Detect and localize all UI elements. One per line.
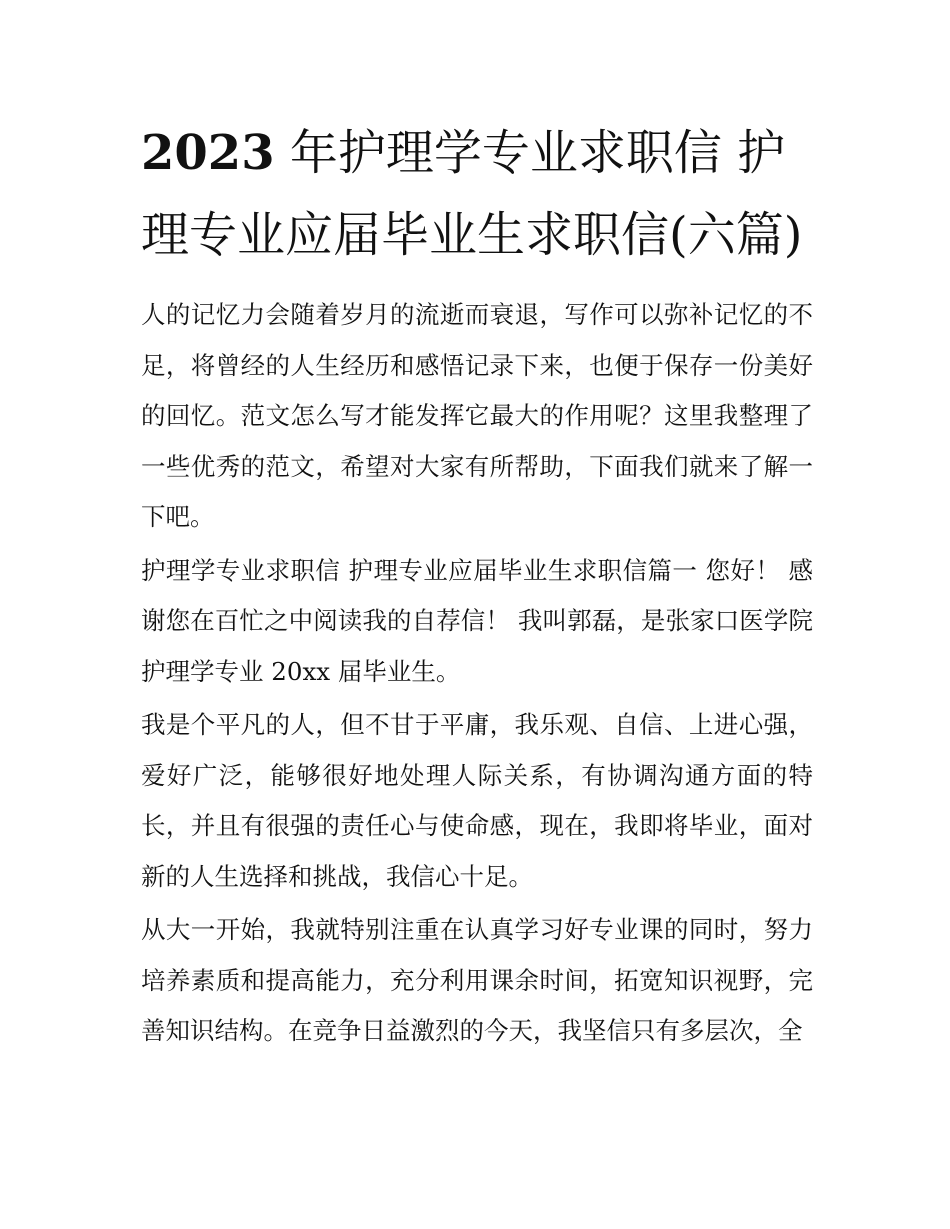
document-body <box>141 290 813 1057</box>
document-content <box>141 112 813 1057</box>
title-text: 年护理学专业求职信 护理专业应届毕业生求职信(六篇) <box>141 125 803 263</box>
title-year: 2023 <box>141 125 275 181</box>
paragraph-study: 从大一开始，我就特别注重在认真学习好专业课的同时，努力培养素质和提高能力，充分利用课余时间，拓宽知识视野，完善知识结构。在竞争日益激烈的今天，我坚信只有多层次，全 <box>141 915 813 1045</box>
paragraph-self-description: 我是个平凡的人，但不甘于平庸，我乐观、自信、上进心强，爱好广泛，能够很好地处理人际关系，有协调沟通方面的特长，并且有很强的责任心与使命感，现在，我即将毕业，面对新的人生选择和挑战，我信心十足。 <box>141 710 813 891</box>
paragraph-greeting: 护理学专业求职信 护理专业应届毕业生求职信篇一 您好！ 感谢您在百忙之中阅读我的自荐信！ 我叫郭磊，是张家口医学院护理学专业 20xx 届毕业生。 <box>141 555 813 686</box>
paragraph-intro: 人的记忆力会随着岁月的流逝而衰退，写作可以弥补记忆的不足，将曾经的人生经历和感悟记录下来，也便于保存一份美好的回忆。范文怎么写才能发挥它最大的作用呢？这里我整理了一些优秀的范文，希望对大家有所帮助，下面我们就来了解一下吧。 <box>141 300 813 531</box>
document-title <box>141 112 813 276</box>
